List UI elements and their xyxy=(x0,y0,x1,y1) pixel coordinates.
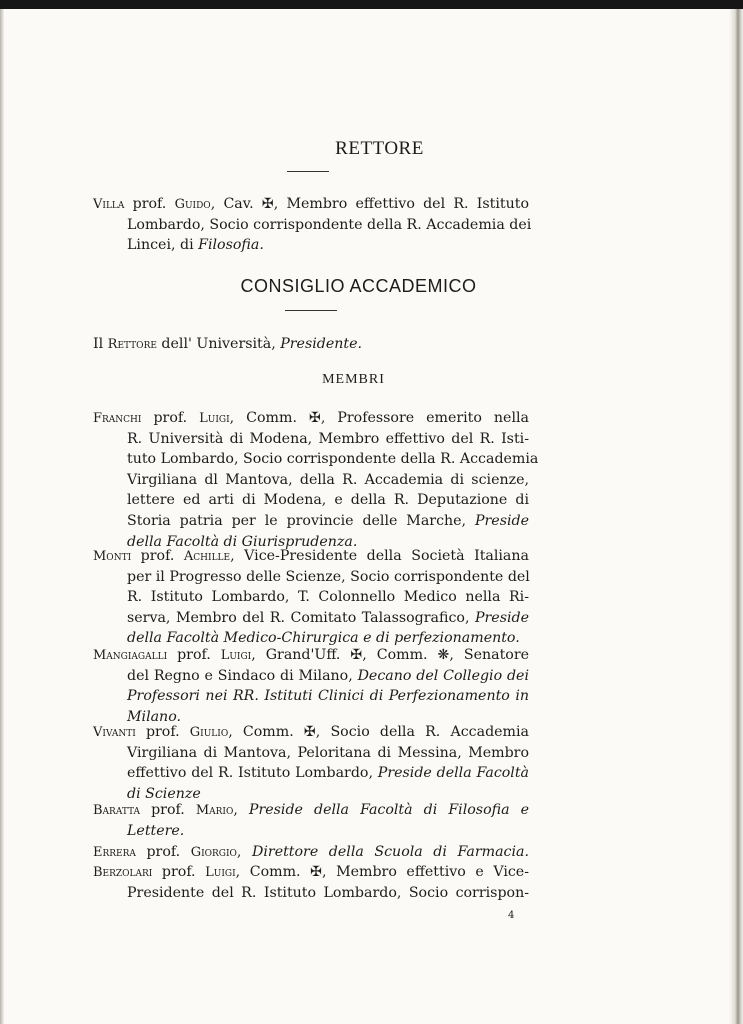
entry-firstname: Luigi xyxy=(205,865,236,880)
rettore-entry xyxy=(93,194,532,256)
member-entry-errera: Errera prof. Giorgio, Direttore della Scuola di Farmacia. xyxy=(93,844,529,860)
scan-right-edge xyxy=(729,9,743,1024)
entry-surname: Mangiagalli xyxy=(93,648,168,663)
entry-firstname: Giorgio xyxy=(190,845,237,860)
entry-surname: Monti xyxy=(93,549,132,564)
entry-firstname: Luigi xyxy=(220,648,252,663)
entry-surname: Baratta xyxy=(93,803,141,818)
entry-surname: Errera xyxy=(93,845,136,860)
entry-firstname: Giulio xyxy=(189,725,229,740)
consiglio-heading: CONSIGLIO ACCADEMICO xyxy=(240,276,477,296)
entry-line: Lombardo, Socio corrispondente della R. Accademia dei xyxy=(127,216,532,233)
member-entry-berzolari: Berzolari prof. Luigi, Comm. ✠, Membro effettivo e Vice- Presidente del R. Istituto Lombardo, Socio corrispon- xyxy=(93,864,529,901)
entry-surname: Berzolari xyxy=(93,865,153,880)
member-entry-vivanti: Vivanti prof. Giulio, Comm. ✠, Socio della R. Accademia Virgiliana di Mantova, Peloritana di Messina, Membro effettivo del R. Istituto Lombardo, Preside della Facoltà di Scienze xyxy=(93,724,530,802)
rettore-heading: RETTORE xyxy=(335,138,424,159)
consiglio-rule xyxy=(285,310,337,311)
rettore-rule xyxy=(287,171,329,172)
entry-surname: Franchi xyxy=(93,411,142,426)
member-entry-franchi: Franchi prof. Luigi, Comm. ✠, Professore emerito nella R. Università di Modena, Membro effettivo del R. Isti- tuto Lombardo, Socio corrispondente della R. Accademia Virgiliana dl Mantova, della R. Accademia di scienze, lettere ed arti di Modena, e della R. Deputazione di Storia patria per le provincie delle Marche, Preside della Facoltà di Giurisprudenza. xyxy=(93,410,539,550)
entry-surname: Villa xyxy=(93,197,125,212)
entry-firstname: Guido xyxy=(174,197,211,212)
member-entry-baratta: Baratta prof. Mario, Preside della Facoltà di Filosofia e Lettere. xyxy=(93,802,529,839)
entry-firstname: Mario xyxy=(195,803,234,818)
entry-firstname: Luigi xyxy=(199,411,230,426)
scan-left-edge xyxy=(0,9,4,1024)
presidente-line: Il Rettore dell' Università, Presidente. xyxy=(93,336,362,352)
entry-firstname: Achille xyxy=(183,549,231,564)
entry-line: Villa prof. Guido, Cav. ✠, Membro effettivo del R. Istituto xyxy=(93,196,529,212)
page-number: 4 xyxy=(508,910,515,921)
entry-line: Lincei, di Filosofia. xyxy=(127,237,264,254)
entry-surname: Vivanti xyxy=(93,725,136,740)
scan-top-border xyxy=(0,0,743,9)
member-entry-mangiagalli: Mangiagalli prof. Luigi, Grand'Uff. ✠, Comm. ❋, Senatore del Regno e Sindaco di Milano, Decano del Collegio dei Professori nei RR. Istituti Clinici di Perfezionamento in Milano. xyxy=(93,647,529,725)
member-entry-monti: Monti prof. Achille, Vice-Presidente della Società Italiana per il Progresso delle Scienze, Socio corrispondente del R. Istituto Lombardo, T. Colonnello Medico nella Ri- serva, Membro del R. Comitato Talassografico, Preside della Facoltà Medico-Chirurgica e di perfezionamento. xyxy=(93,548,530,647)
membri-heading: MEMBRI xyxy=(322,372,385,387)
